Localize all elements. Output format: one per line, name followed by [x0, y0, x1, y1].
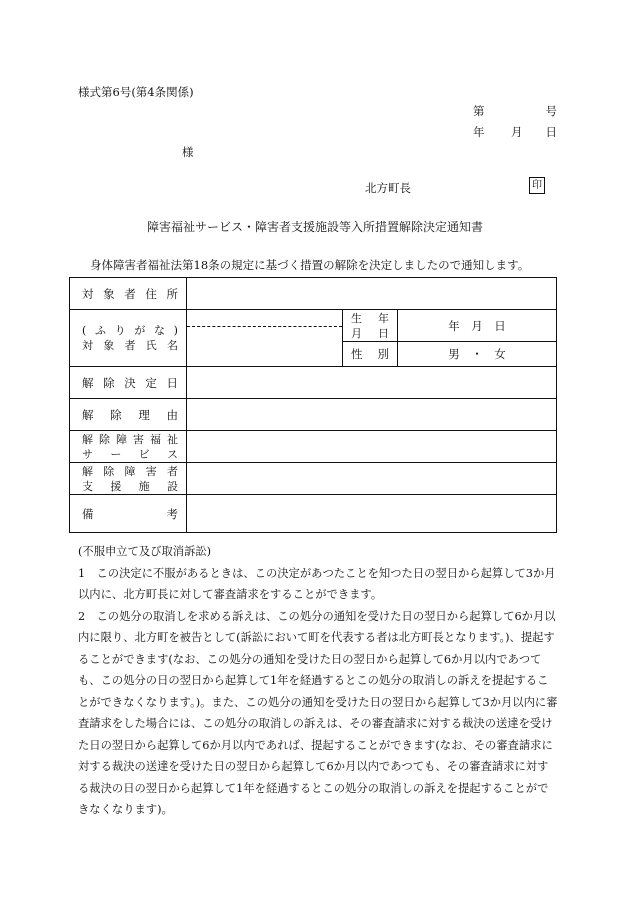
birth-label-1: 生 年 — [351, 311, 389, 325]
name-label-cell — [70, 310, 187, 367]
address-value-cell — [187, 278, 557, 310]
birth-label-cell — [343, 310, 398, 342]
birth-label-2: 月 日 — [351, 326, 389, 340]
sex-label-cell — [343, 342, 398, 367]
remarks-label: 備 考 — [82, 506, 178, 521]
note-item-2-text: この処分の取消しを求める訴えは、この処分の通知を受けた日の翌日から起算して6か月以内に限り、北方町を被告として(訴訟において町を代表する者は北方町長となります。)、提起することができます(なお、この処分の通知を受けた日の翌日から起算して6か月以内であつても、この処分の日の翌日から起算して1年を経過するとこの処分の取消しの訴えを提起することができなくなります。)。また、この処分の通知を受けた日の翌日から起算して3か月以内に審査請求をした場合には、この処分の取消しの訴えは、その審査請求に対する裁決の送達を受けた日の翌日から起算して6か月以内であれば、提起することができます(なお、その審査請求に対する裁決の送達を受けた日の翌日から起算して6か月以内であつても、その審査請求に対する裁決の日の翌日から起算して1年を経過するとこの処分の取消しの訴えを提起することができなくなります)。 — [78, 609, 558, 816]
facility-label-2: 支 援 施 設 — [82, 479, 178, 493]
decision-date-label-cell — [70, 367, 187, 399]
notes-heading: (不服申立て及び取消訴訟) — [78, 545, 212, 558]
address-label-cell — [70, 278, 187, 310]
note-item-1 — [78, 563, 558, 606]
date-day: 日 — [545, 125, 557, 139]
note-item-1-text: この決定に不服があるときは、この決定があつたことを知つた日の翌日から起算して3か月以内に、北方町長に対して審査請求をすることができます。 — [78, 566, 556, 601]
doc-no-go: 号 — [545, 104, 557, 118]
decision-date-value-cell — [187, 367, 557, 399]
service-label-1: 解 除 障 害 福 祉 — [82, 432, 178, 446]
service-label-cell — [70, 431, 187, 463]
date-month: 月 — [511, 125, 523, 139]
reason-label-cell — [70, 399, 187, 431]
document-title: 障害福祉サービス・障害者支援施設等入所措置解除決定通知書 — [146, 220, 483, 234]
doc-no-dai: 第 — [473, 104, 485, 118]
form-number: 様式第6号(第4条関係) — [78, 85, 194, 99]
birth-value: 年 月 日 — [398, 310, 557, 342]
facility-label-1: 解 除 障 害 者 — [82, 464, 178, 478]
name-value-cell — [187, 310, 343, 367]
furigana-divider — [187, 326, 342, 327]
seal-mark: 印 — [529, 177, 545, 194]
remarks-value-cell — [187, 495, 557, 533]
addressee-suffix: 様 — [182, 145, 194, 159]
remarks-label-cell — [70, 495, 187, 533]
sex-value: 男 ・ 女 — [398, 342, 557, 367]
address-label: 対 象 者 住 所 — [82, 286, 178, 301]
facility-value-cell — [187, 463, 557, 495]
sex-label: 性 別 — [351, 347, 389, 361]
decision-date-label: 解 除 決 定 日 — [82, 375, 178, 390]
reason-value-cell — [187, 399, 557, 431]
issuer: 北方町長 — [365, 181, 411, 195]
notice-form-table — [69, 277, 557, 533]
reason-label: 解 除 理 由 — [82, 407, 178, 422]
furigana-value — [187, 310, 342, 326]
furigana-label: ( ふ り が な ) — [82, 324, 178, 337]
service-label-2: サ ー ビ ス — [82, 447, 178, 461]
date-year: 年 — [473, 125, 485, 139]
note-item-2 — [78, 606, 558, 821]
appeal-notes — [78, 541, 558, 821]
service-value-cell — [187, 431, 557, 463]
facility-label-cell — [70, 463, 187, 495]
intro-text: 身体障害者福祉法第18条の規定に基づく措置の解除を決定しましたので通知します。 — [90, 258, 530, 272]
note-item-2-number: 2 — [78, 609, 86, 623]
name-label: 対 象 者 氏 名 — [82, 339, 178, 352]
note-item-1-number: 1 — [78, 566, 86, 580]
